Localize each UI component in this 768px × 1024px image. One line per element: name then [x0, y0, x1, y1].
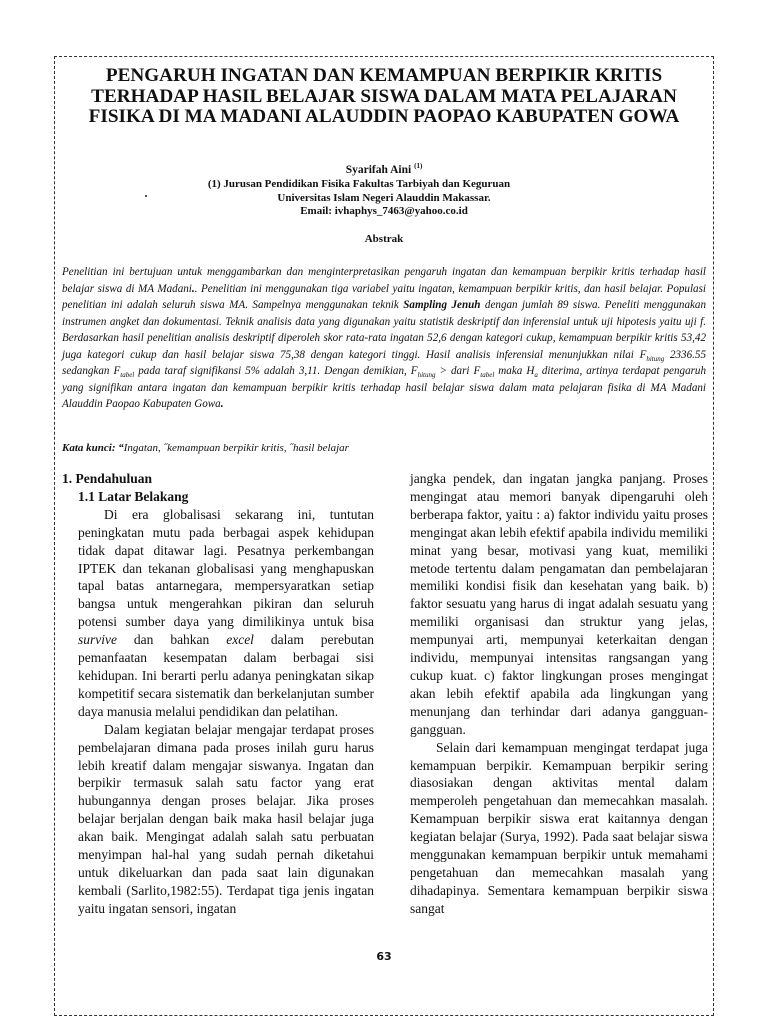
author-affiliation-mark: (1) — [414, 162, 423, 170]
body-paragraph: Di era globalisasi sekarang ini, tuntutan peningkatan mutu pada berbagai aspek kehidupan tidak dapat ditawar lagi. Pesatnya perkembangan IPTEK dan tekanan globalisasi yang menghapuskan tapal batas antarnegara, mempersyaratkan setiap bangsa untuk mengerahkan pikiran dan seluruh potensi sumber daya yang dimilikinya untuk bisa survive dan bahkan excel dalam perebutan pemanfaatan kesempatan dalam berbagai sisi kehidupan. Ini berarti perlu adanya peningkatan sikap kompetitif secara sistematik dan berkelanjutan sumber daya manusia melalui pendidikan dan pelatihan. — [78, 506, 374, 719]
affiliation-block — [62, 178, 706, 219]
affiliation-department: (1) Jurusan Pendidikan Fisika Fakultas Tarbiyah dan Keguruan — [207, 178, 511, 190]
body-column-right — [410, 470, 708, 918]
affiliation-university: Universitas Islam Negeri Alauddin Makassar. — [277, 191, 491, 204]
author-name: Syarifah Aini — [345, 163, 412, 176]
body-paragraph: Selain dari kemampuan mengingat terdapat juga kemampuan berpikir. Kemampuan berpikir sering diasosiakan dengan aktivitas mental dalam memperoleh pengetahuan dan memecahkan masalah. Kemampuan berpikir siswa erat kaitannya dengan kegiatan belajar (Surya, 1992). Pada saat belajar siswa menggunakan kemampuan berpikir untuk memahami pengetahuan dan memecahkan masalah yang dihadapinya. Sementara kemampuan berpikir siswa sangat — [410, 739, 708, 916]
author-email: Email: ivhaphys_7463@yahoo.co.id — [300, 205, 468, 217]
keywords-text: Ingatan, ˝kemampuan berpikir kritis, ˝hasil belajar — [123, 442, 349, 454]
body-paragraph: jangka pendek, dan ingatan jangka panjang. Proses mengingat atau memori banyak dipengaruhi oleh berberapa faktor, yaitu : a) faktor individu yaitu proses mengingat akan lebih efektif apabila individu memiliki minat yang besar, motivasi yang kuat, memiliki metode tertentu dalam pengamatan dan pembelajaran memiliki kondisi fisik dan kesehatan yang baik. b) faktor sesuatu yang harus di ingat adalah sesuatu yang memiliki organisasi dan struktur yang jelas, mempunyai arti, mempunyai keterkaitan dengan individu, mempunyai intensitas rangsangan yang cukup kuat. c) faktor lingkungan proses mengingat akan lebih efektif apabila ada lingkungan yang menunjang dan terhindar dari adanya gangguan-gangguan. — [410, 471, 708, 737]
subsection-heading: 1.1 Latar Belakang — [78, 488, 189, 504]
section-heading: 1. Pendahuluan — [62, 471, 153, 486]
body-column-left — [62, 470, 374, 918]
abstract-technique: Sampling Jenuh — [403, 299, 481, 312]
paper-title: PENGARUH INGATAN DAN KEMAMPUAN BERPIKIR KRITIS TERHADAP HASIL BELAJAR SISWA DALAM MATA PELAJARAN FISIKA DI MA MADANI ALAUDDIN PAOPAO KABUPATEN GOWA — [88, 65, 680, 127]
body-paragraph: Dalam kegiatan belajar mengajar terdapat proses pembelajaran dimana pada proses inilah guru harus lebih kreatif dalam mengajar siswanya. Ingatan dan berpikir termasuk salah satu factor yang erat hubungannya dengan proses belajar. Jika proses belajar berjalan dengan baik maka hasil belajar juga akan baik. Mengingat adalah salah satu perbuatan menyimpan hal-hal yang sudah pernah diketahui untuk dikeluarkan dan pada saat lain digunakan kembali (Sarlito,1982:55). Terdapat tiga jenis ingatan yaitu ingatan sensori, ingatan — [78, 721, 374, 916]
page-number: 63 — [376, 950, 392, 963]
keywords-line — [62, 442, 706, 454]
author-line — [62, 162, 706, 176]
abstract-text: Penelitian ini bertujuan untuk menggambarkan dan menginterpretasikan pengaruh ingatan dan kemampuan berpikir kritis terhadap hasil belajar siswa di MA Madani.. Penelitian ini menggunakan tiga variabel yaitu ingatan, kemampuan berpikir kritis, dan hasil belajar. Populasi penelitian ini adalah seluruh siswa MA. Sampelnya menggunakan teknik Sampling Jenuh dengan jumlah 89 siswa. Peneliti menggunakan instrumen angket dan dokumentasi. Teknik analisis data yang digunakan yaitu statistik deskriptif dan inferensial untuk uji hipotesis yaitu uji f. Berdasarkan hasil penelitian analisis deskriptif diperoleh skor rata-rata ingatan 52,6 dengan kategori cukup, kemampuan berpikir kritis 53,42 juga kategori cukup dan hasil belajar siswa 75,38 dengan kategori tinggi. Hasil analisis inferensial menunjukkan nilai $F_{hitung}$ 2336.55 sedangkan $F_{tabel}$ pada taraf signifikansi 5% adalah 3,11. Dengan demikian, $F_{hitung}$ > dari $F_{tabel}$ maka $H_a$ diterima, artinya terdapat pengaruh yang signifikan antara ingatan dan kemampuan berpikir kritis terhadap hasil belajar siswa dalam mata pelajaran fisika di MA Madani Alauddin Paopao Kabupaten Gowa. — [62, 266, 707, 411]
abstract-heading: Abstrak — [364, 233, 404, 245]
keywords-label: Kata kunci: “ — [62, 442, 124, 454]
